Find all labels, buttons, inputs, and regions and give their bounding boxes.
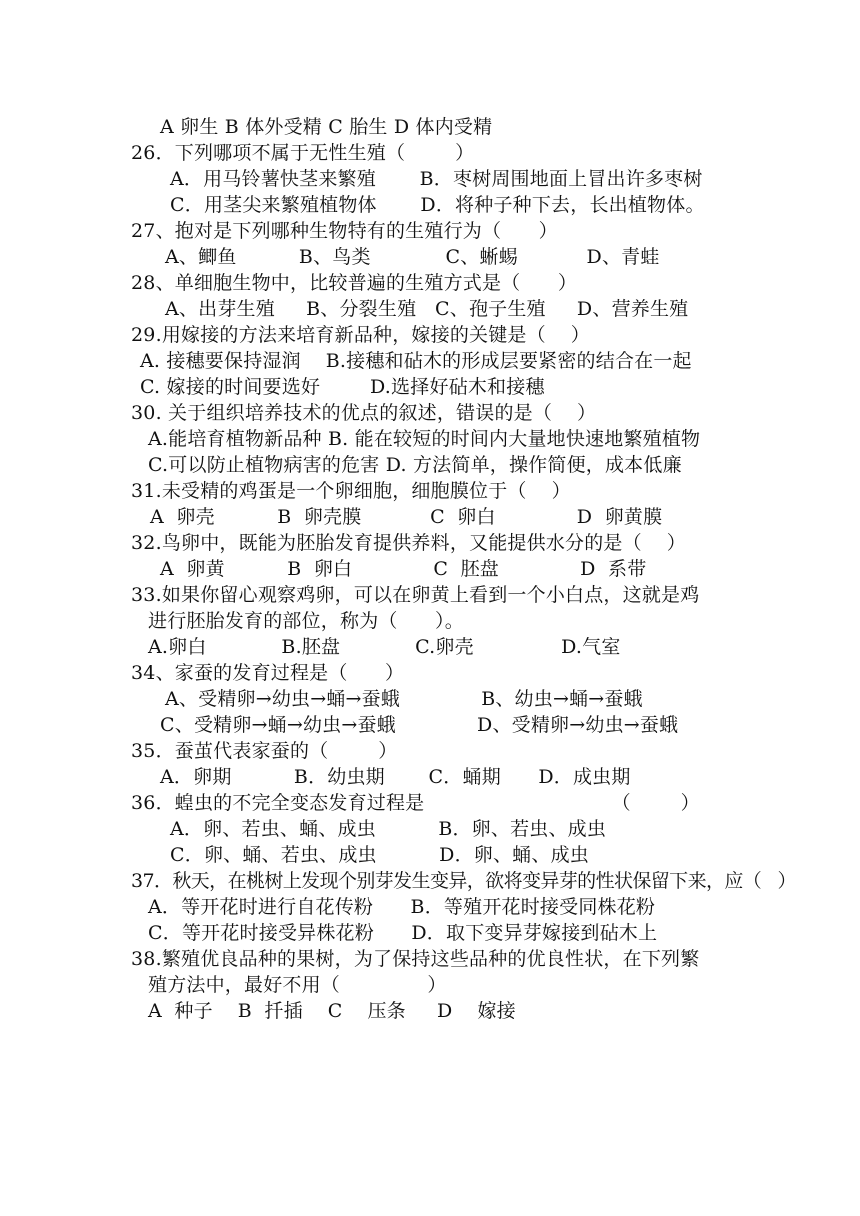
q29-options-ab: A. 接穗要保持湿润 B.接穗和砧木的形成层要紧密的结合在一起 [140,350,692,372]
q29-stem: 29.用嫁接的方法来培育新品种，嫁接的关键是（ ） [131,324,590,346]
q26-stem: 26．下列哪项不属于无性生殖（ ） [131,142,475,164]
q33-options: A.卵白 B.胚盘 C.卵壳 D.气室 [148,636,621,658]
q26-options-cd: C．用茎尖来繁殖植物体 D．将种子种下去，长出植物体。 [170,194,705,216]
q30-options-cd: C.可以防止植物病害的危害 D. 方法简单，操作简便，成本低廉 [148,454,682,476]
q31-stem: 31.未受精的鸡蛋是一个卵细胞，细胞膜位于（ ） [131,480,571,502]
q33-stem-cont: 进行胚胎发育的部位，称为（ ）。 [148,610,464,632]
q31-options: A 卵壳 B 卵壳膜 C 卵白 D 卵黄膜 [150,506,663,528]
q35-options: A．卵期 B．幼虫期 C．蛹期 D．成虫期 [160,766,631,788]
q30-options-ab: A.能培育植物新品种 B. 能在较短的时间内大量地快速地繁殖植物 [148,428,701,450]
q32-options: A 卵黄 B 卵白 C 胚盘 D 系带 [160,558,647,580]
q37-stem: 37．秋天，在桃树上发现个别芽发生变异，欲将变异芽的性状保留下来，应（ ） [131,870,796,892]
q36-stem: 36．蝗虫的不完全变态发育过程是 （ ） [131,792,700,814]
q32-stem: 32.鸟卵中，既能为胚胎发育提供养料，又能提供水分的是（ ） [131,532,686,554]
q27-stem: 27、抱对是下列哪种生物特有的生殖行为（ ） [131,220,558,242]
q34-options-cd: C、受精卵→蛹→幼虫→蚕蛾 D、受精卵→幼虫→蚕蛾 [160,714,679,736]
q27-options: A、鲫鱼 B、鸟类 C、蜥蜴 D、青蛙 [165,246,660,268]
q28-stem: 28、单细胞生物中，比较普遍的生殖方式是（ ） [131,272,578,294]
q25-options: A 卵生 B 体外受精 C 胎生 D 体内受精 [160,116,493,138]
q35-stem: 35．蚕茧代表家蚕的（ ） [131,740,398,762]
q33-stem: 33.如果你留心观察鸡卵，可以在卵黄上看到一个小白点，这就是鸡 [131,584,700,606]
q34-options-ab: A、受精卵→幼虫→蛹→蚕蛾 B、幼虫→蛹→蚕蛾 [165,688,643,710]
q36-options-cd: C．卵、蛹、若虫、成虫 D．卵、蛹、成虫 [170,844,589,866]
q36-options-ab: A．卵、若虫、蛹、成虫 B．卵、若虫、成虫 [170,818,607,840]
q30-stem: 30. 关于组织培养技术的优点的叙述，错误的是（ ） [131,402,597,424]
q34-stem: 34、家蚕的发育过程是（ ） [131,662,405,684]
q38-stem-cont: 殖方法中，最好不用（ ） [148,974,447,996]
q26-options-ab: A．用马铃薯快茎来繁殖 B．枣树周围地面上冒出许多枣树 [170,168,703,190]
q37-options-ab: A．等开花时进行自花传粉 B．等殖开花时接受同株花粉 [148,896,656,918]
q29-options-cd: C. 嫁接的时间要选好 D.选择好砧木和接穗 [140,376,545,398]
q38-options: A 种子 B 扦插 C 压条 D 嫁接 [148,1000,516,1022]
q28-options: A、出芽生殖 B、分裂生殖 C、孢子生殖 D、营养生殖 [165,298,689,320]
q37-options-cd: C．等开花时接受异株花粉 D．取下变异芽嫁接到砧木上 [148,922,658,944]
q38-stem: 38.繁殖优良品种的果树，为了保持这些品种的优良性状，在下列繁 [131,948,700,970]
